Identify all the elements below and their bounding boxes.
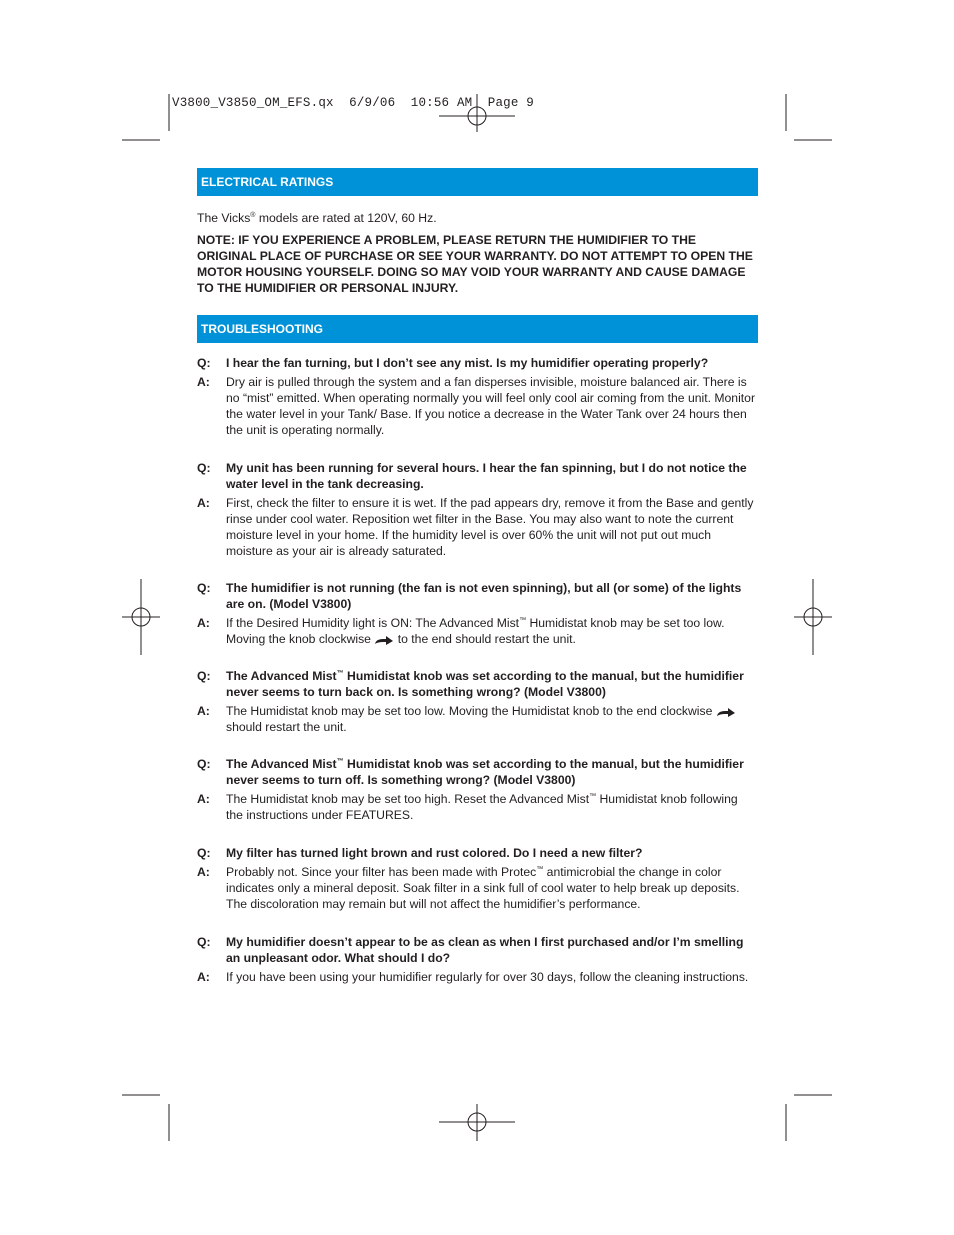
question-text [226,668,758,700]
answer-text-part: Probably not. Since your filter has been made with Protec [226,865,537,879]
intro-text-start: The Vicks [197,211,251,225]
section-header-electrical-ratings: ELECTRICAL RATINGS [197,168,758,196]
trademark-mark: ™ [336,670,344,677]
trademark-mark: ™ [336,758,344,765]
registration-mark-bottom [439,1104,515,1141]
question-label: Q: [197,669,211,683]
clockwise-arrow-icon [374,633,394,645]
registration-mark-right [794,579,832,655]
question-text: The humidifier is not running (the fan is not even spinning), but all (or some) of the lights are on. (Model V3800) [226,581,742,611]
answer [197,791,758,823]
registration-mark-top [439,94,515,132]
answer-label: A: [197,704,210,718]
answer-text-part: The Humidistat knob may be set too high. Reset the Advanced Mist [226,792,590,806]
answer-text-part: to the end should restart the unit. [394,632,576,646]
question-text: My unit has been running for several hours. I hear the fan spinning, but I do not notice the water level in the tank decreasing. [226,461,747,491]
question-text: My filter has turned light brown and rust colored. Do I need a new filter? [226,846,643,860]
answer-text: Dry air is pulled through the system and a fan disperses invisible, moisture balanced air. There is no “mist” emitted. When operating normally you will feel only cool air coming from the unit. Monitor the water level in your Tank/ Base. If you notice a decrease in the Water Tank over 24 hours then the unit is operating normally. [226,375,756,437]
registered-mark: ® [250,212,256,219]
question-text-part: The Advanced Mist [226,669,337,683]
question-label: Q: [197,581,211,595]
answer-text-part: Humidistat knob may be set too low. Moving the knob clockwise [226,616,725,646]
intro-text-end: models are rated at 120V, 60 Hz. [255,211,437,225]
qa-item [197,460,758,559]
electrical-intro [197,210,758,226]
qa-item [197,845,758,912]
trademark-mark: ™ [519,617,527,624]
section-header-troubleshooting: TROUBLESHOOTING [197,315,758,343]
question-label: Q: [197,846,211,860]
trademark-mark: ™ [536,866,544,873]
question [197,355,758,371]
print-slug: V3800_V3850_OM_EFS.qx 6/9/06 10:56 AM Page 9 [172,96,534,110]
qa-item [197,580,758,647]
answer [197,374,758,438]
trademark-mark: ™ [589,793,597,800]
answer-text: If you have been using your humidifier regularly for over 30 days, follow the cleaning instructions. [226,970,749,984]
answer-text-part: The Humidistat knob may be set too low. Moving the Humidistat knob to the end clockwise [226,704,716,718]
warranty-note: NOTE: IF YOU EXPERIENCE A PROBLEM, PLEASE RETURN THE HUMIDIFIER TO THE ORIGINAL PLACE OF PURCHASE OR SEE YOUR WARRANTY. DO NOT ATTEMPT TO OPEN THE MOTOR HOUSING YOURSELF. DOING SO MAY VOID YOUR WARRANTY AND CAUSE DAMAGE TO THE HUMIDIFIER OR PERSONAL INJURY. [197,233,753,295]
qa-item [197,355,758,438]
question [197,580,758,612]
answer-label: A: [197,792,210,806]
question-label: Q: [197,935,211,949]
question [197,756,758,788]
clockwise-arrow-icon [716,705,736,717]
question [197,845,758,861]
answer [197,615,758,647]
question-text [226,756,758,788]
question [197,668,758,700]
answer-text-part: If the Desired Humidity light is ON: The Advanced Mist [226,616,520,630]
qa-item [197,668,758,735]
qa-item [197,756,758,823]
answer-label: A: [197,375,210,389]
answer [197,969,758,985]
answer-label: A: [197,616,210,630]
question-text: My humidifier doesn’t appear to be as clean as when I first purchased and/or I’m smelling an unpleasant odor. What should I do? [226,935,744,965]
page-content [197,168,758,985]
qa-item [197,934,758,985]
question [197,460,758,492]
answer [197,864,758,912]
question-text: I hear the fan turning, but I don’t see any mist. Is my humidifier operating properly? [226,356,709,370]
answer-label: A: [197,496,210,510]
question-label: Q: [197,757,211,771]
answer-label: A: [197,865,210,879]
answer [197,495,758,559]
question [197,934,758,966]
answer-label: A: [197,970,210,984]
question-label: Q: [197,356,211,370]
answer-text [226,615,758,647]
answer-text-part: should restart the unit. [226,720,347,734]
answer-text-part: antimicrobial the change in color indicates only a mineral deposit. Soak filter in a sink full of cool water to help break up deposits. The discoloration may remain but will not affect the humidifier’s performance. [226,865,740,911]
answer-text [226,864,758,912]
answer-text-part: Humidistat knob following the instructions under FEATURES. [226,792,738,822]
answer-text [226,703,758,735]
answer-text [226,791,758,823]
question-label: Q: [197,461,211,475]
answer-text: First, check the filter to ensure it is wet. If the pad appears dry, remove it from the Base and gently rinse under cool water. Reposition wet filter in the Base. You may also want to note the current moisture level in your home. If the humidity level is over 60% the unit will not put out much moisture as your air is already saturated. [226,496,754,558]
answer [197,703,758,735]
question-text-part: The Advanced Mist [226,757,337,771]
question-text-part: Humidistat knob was set according to the manual, but the humidifier never seems to turn off. Is something wrong? (Model V3800) [226,757,744,787]
question-text-part: Humidistat knob was set according to the manual, but the humidifier never seems to turn back on. Is something wrong? (Model V3800) [226,669,744,699]
registration-mark-left [122,579,160,655]
